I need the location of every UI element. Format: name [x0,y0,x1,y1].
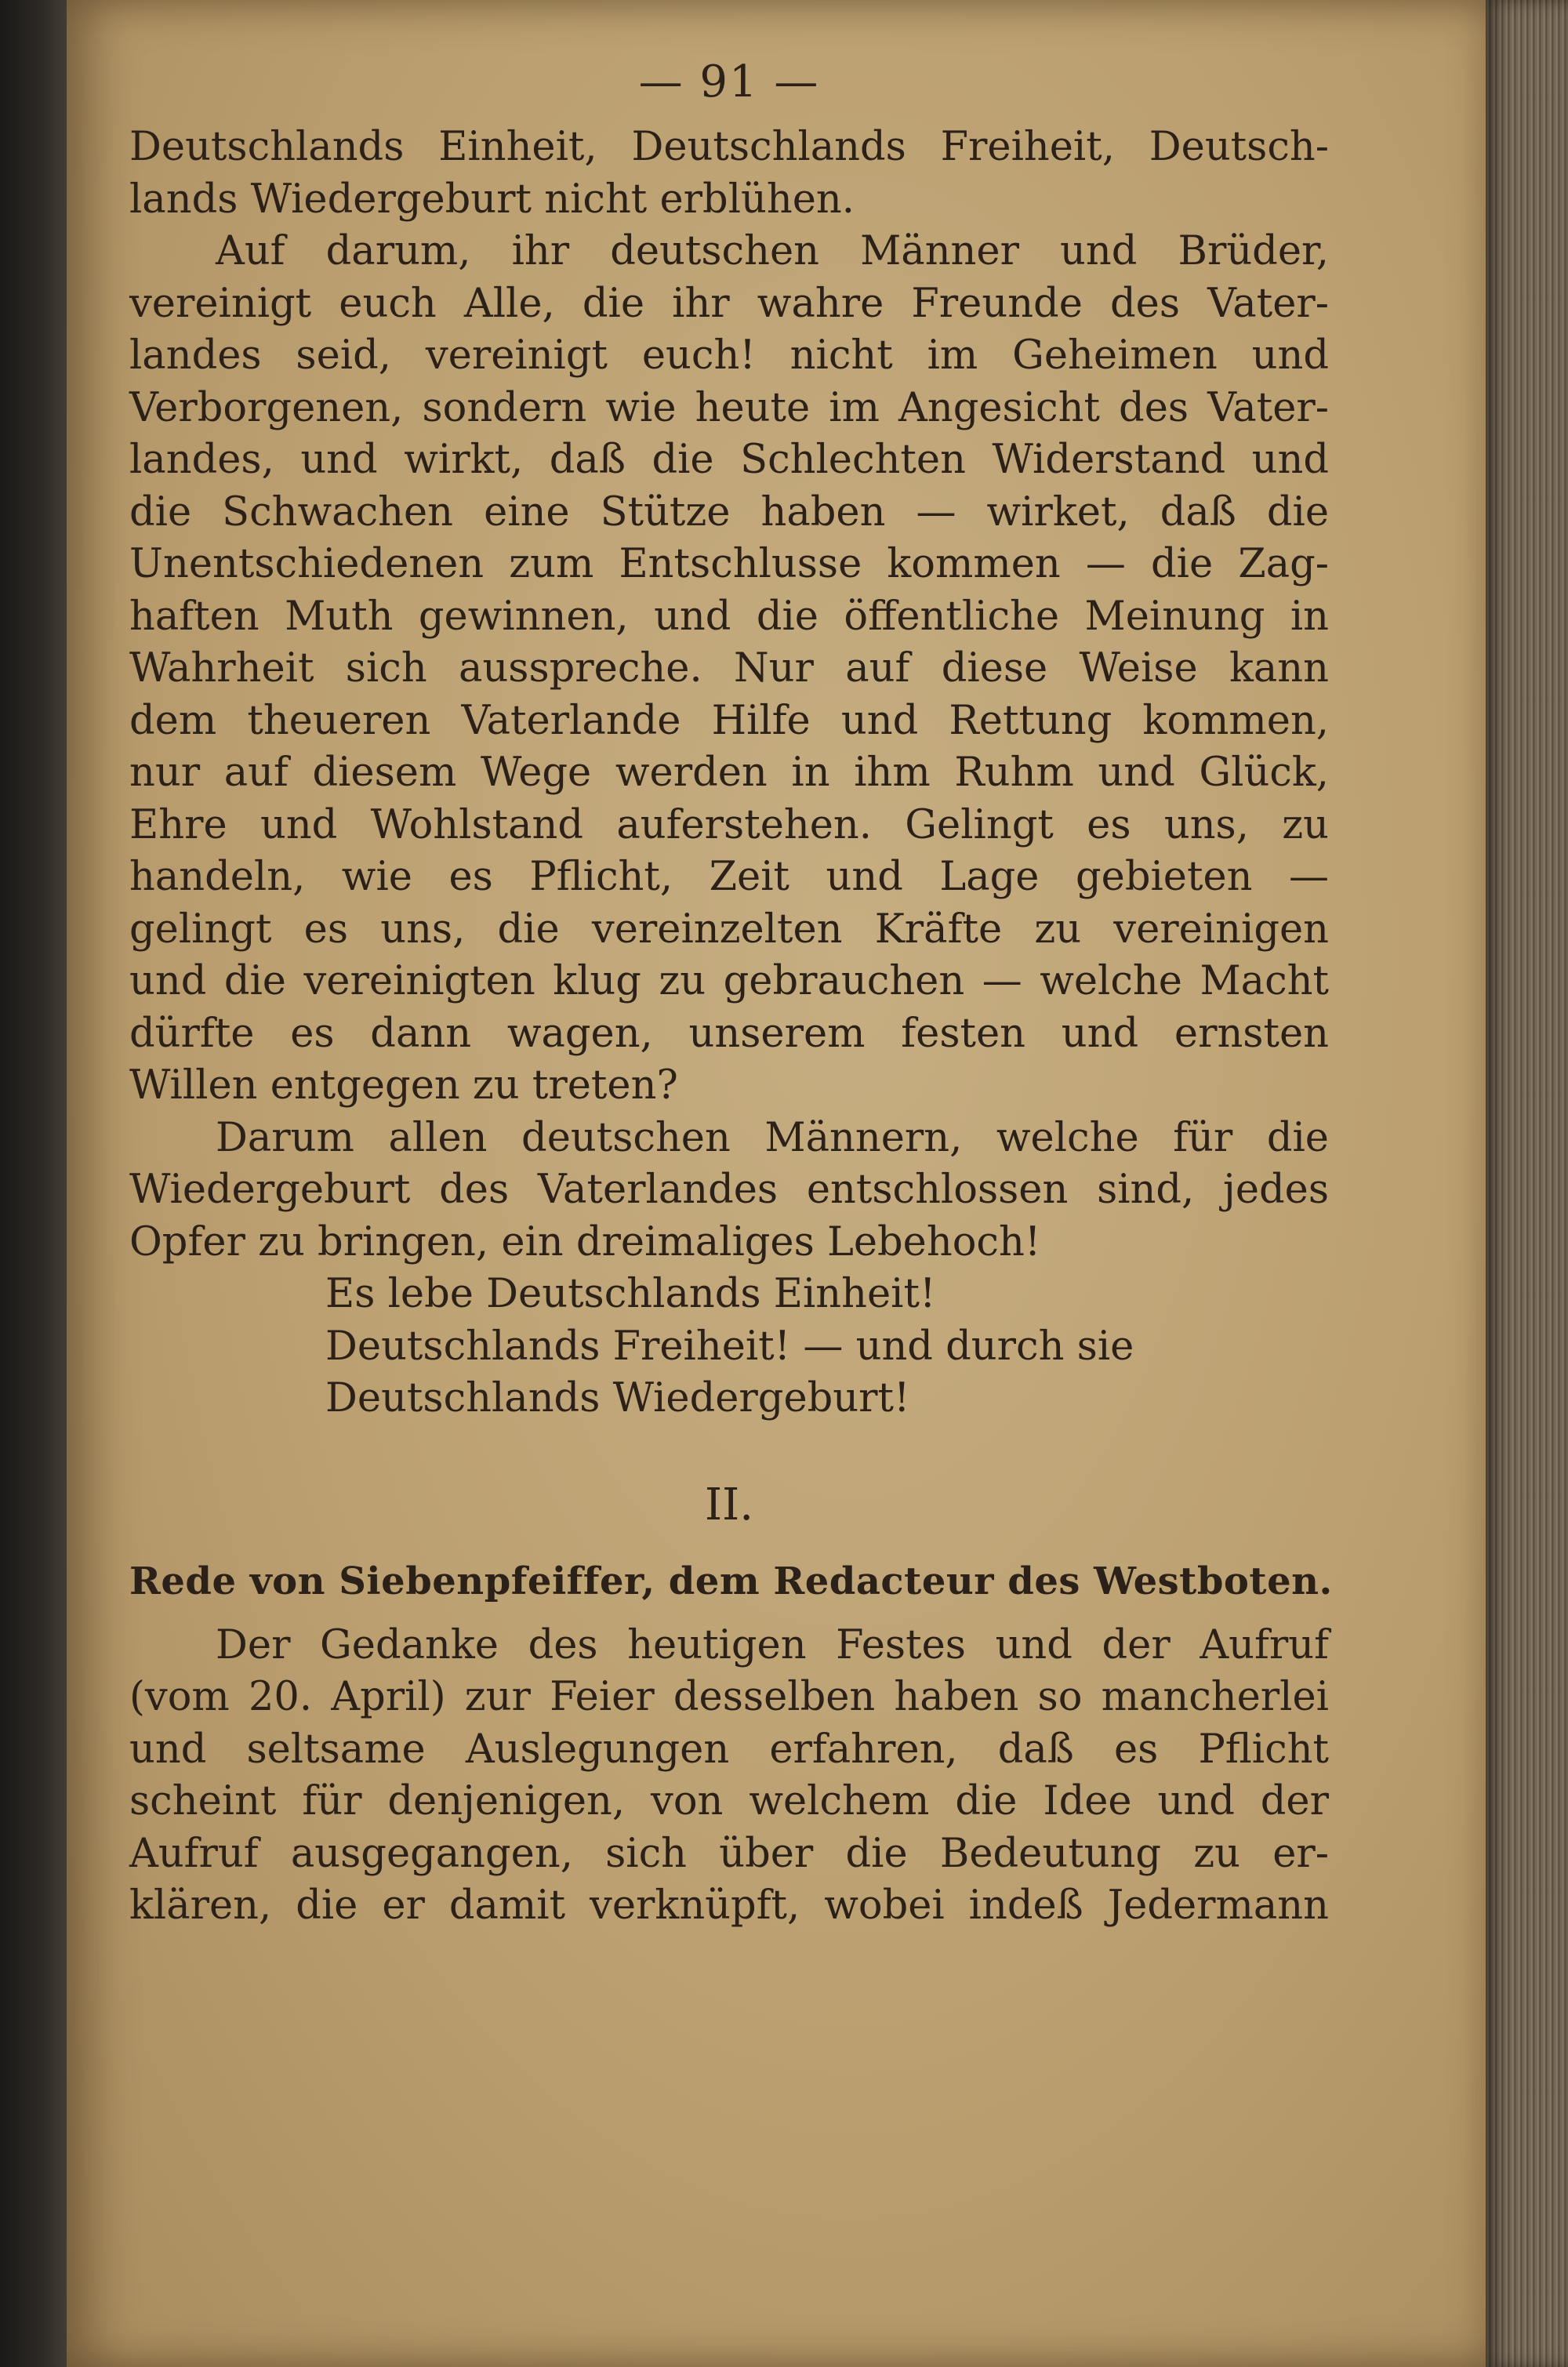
text-line: und die vereinigten klug zu gebrauchen — welche Macht [129,958,1329,1004]
page-edge-stack [1486,0,1568,2367]
text-line: Darum allen deutschen Männern, welche für die [216,1114,1329,1161]
text-line: Wiedergeburt des Vaterlandes entschlossen sind, jedes [129,1167,1329,1213]
paragraph-1 [129,122,1329,226]
section-heading: Rede von Siebenpfeiffer, dem Redacteur des Westboten. [129,1559,1333,1603]
text-line: Aufruf ausgegangen, sich über die Bedeutung zu er- [129,1830,1329,1877]
text-line: und seltsame Auslegungen erfahren, daß es Pflicht [129,1726,1329,1773]
toast-verse [129,1269,1329,1425]
text-line: landes, und wirkt, daß die Schlechten Widerstand und [129,437,1329,483]
text-line: Wahrheit sich ausspreche. Nur auf diese Weise kann [129,645,1329,692]
text-line: Der Gedanke des heutigen Festes und der Aufruf [216,1621,1329,1668]
text-line: Deutschlands Einheit, Deutschlands Freiheit, Deutsch- [129,124,1329,170]
text-line: dürfte es dann wagen, unserem festen und ernsten [129,1010,1329,1057]
section-numeral: II. [704,1479,754,1530]
toast-line: Deutschlands Wiedergeburt! [325,1375,910,1421]
text-line: lands Wiedergeburt nicht erblühen. [129,176,855,223]
text-block [129,43,1333,1933]
text-line: handeln, wie es Pflicht, Zeit und Lage gebieten — [129,854,1329,900]
text-line: dem theueren Vaterlande Hilfe und Rettung kommen, [129,697,1329,744]
text-line: scheint für denjenigen, von welchem die Idee und der [129,1778,1329,1824]
text-line: Ehre und Wohlstand auferstehen. Gelingt es uns, zu [129,801,1329,848]
text-line: gelingt es uns, die vereinzelten Kräfte zu vereinigen [129,906,1329,953]
text-line: Auf darum, ihr deutschen Männer und Brüder, [216,228,1329,274]
text-line: nur auf diesem Wege werden in ihm Ruhm und Glück, [129,750,1329,796]
paragraph-4 [129,1620,1329,1933]
paragraph-3 [129,1113,1329,1269]
toast-line: Es lebe Deutschlands Einheit! [325,1271,936,1317]
text-line: haften Muth gewinnen, und die öffentliche Meinung in [129,593,1329,640]
text-line: klären, die er damit verknüpft, wobei indeß Jedermann [129,1882,1329,1929]
text-line: die Schwachen eine Stütze haben — wirket, daß die [129,488,1329,535]
text-line: Verborgenen, sondern wie heute im Angesicht des Vater- [129,384,1329,431]
paragraph-2 [129,226,1329,1113]
text-line: Unentschiedenen zum Entschlusse kommen — die Zag- [129,541,1329,587]
toast-line: Deutschlands Freiheit! — und durch sie [325,1323,1134,1370]
text-line: (vom 20. April) zur Feier desselben haben so mancherlei [129,1674,1329,1720]
text-line: Opfer zu bringen, ein dreimaliges Lebehoch! [129,1218,1041,1265]
page-number: — 91 — [638,56,820,107]
text-line: Willen entgegen zu treten? [129,1062,678,1109]
text-line: landes seid, vereinigt euch! nicht im Geheimen und [129,332,1329,379]
text-line: vereinigt euch Alle, die ihr wahre Freunde des Vater- [129,280,1329,327]
